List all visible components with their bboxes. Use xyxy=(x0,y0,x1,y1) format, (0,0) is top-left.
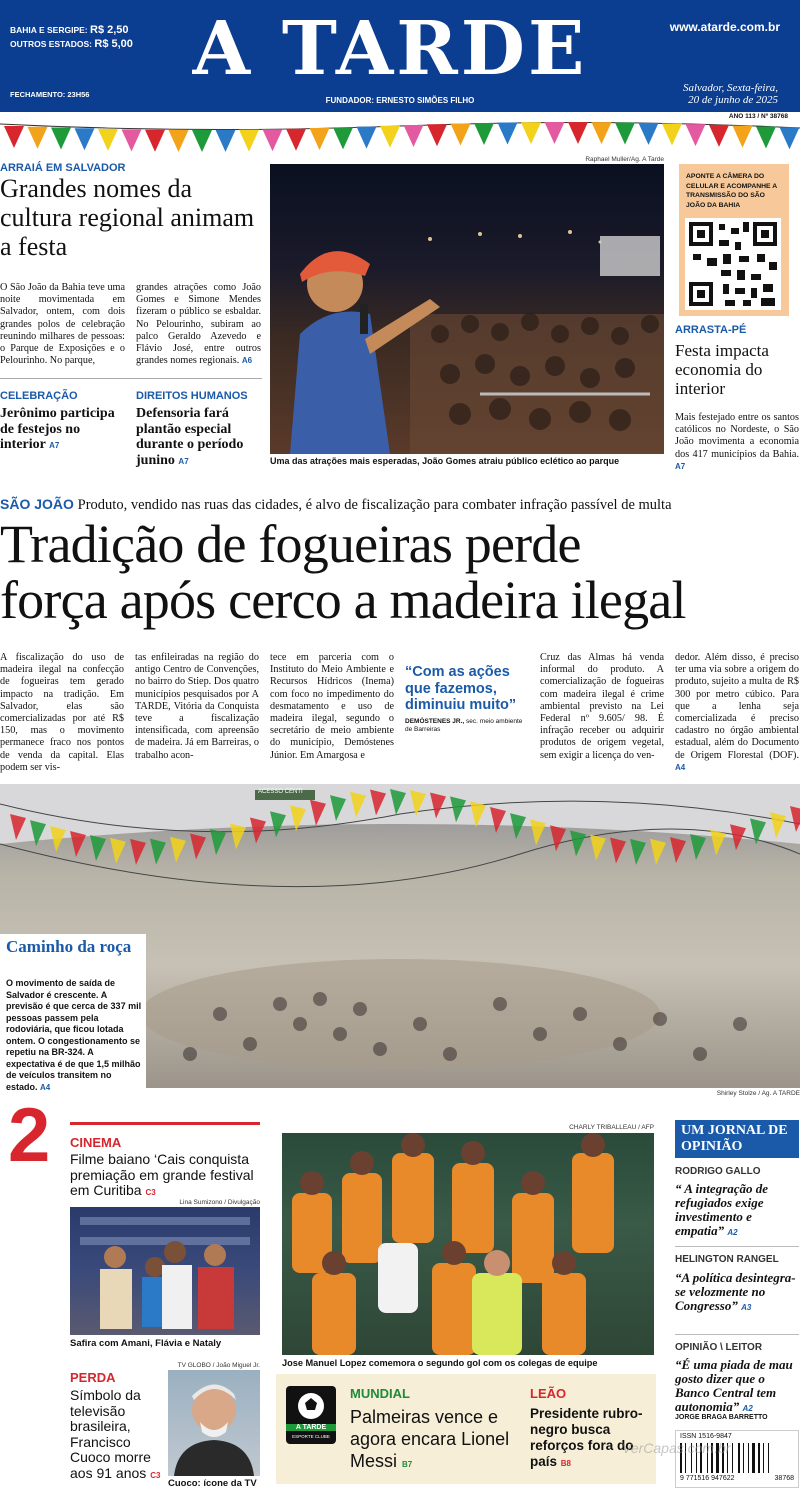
roca-body: O movimento de saída de Salvador é crescente. A previsão é que cerca de 337 mil pessoas passem pela rodoviária, que ficou lotada ontem. O congestionamento se repetiu na BR-324. A expectativa é de que 1,5 milhão de veículos transitem no estado. A4 xyxy=(6,978,142,1092)
bunting-flag xyxy=(286,129,306,151)
photo-bunting-flag xyxy=(610,837,626,863)
masthead xyxy=(0,0,800,112)
bunting-flag xyxy=(780,127,800,149)
closing-time: FECHAMENTO: 23H56 xyxy=(10,90,90,99)
photo-bunting-flag xyxy=(550,825,566,851)
portrait-icon xyxy=(168,1370,260,1476)
bunting-flag xyxy=(239,130,259,152)
bunting-flag xyxy=(51,128,71,150)
sports-badge-label: A TARDE xyxy=(286,1424,336,1431)
barcode-bar xyxy=(732,1443,733,1473)
barcode-bar xyxy=(752,1443,755,1473)
concert-photo-credit: Raphael Muller/Ag. A Tarde xyxy=(585,156,664,163)
photo-bunting-flag xyxy=(650,839,666,865)
mundial-kicker: MUNDIAL xyxy=(350,1386,410,1401)
opinion-author-1: RODRIGO GALLO xyxy=(675,1166,761,1177)
main-story-deck: Produto, vendido nas ruas das cidades, é alvo de fiscalização para combater infração passível de multa xyxy=(77,497,672,513)
concert-photo-caption: Uma das atrações mais esperadas, João Gomes atraiu público eclético ao parque xyxy=(270,456,620,466)
bunting-flag xyxy=(216,130,236,152)
main-story-headline[interactable]: Tradição de fogueiras perde força após cerco a madeira ilegal xyxy=(0,514,686,630)
divider xyxy=(0,378,262,379)
main-story-kicker: SÃO JOÃO xyxy=(0,496,74,512)
newspaper-logo: A TARDE xyxy=(192,6,588,92)
palmeiras-photo xyxy=(282,1133,654,1355)
barcode-bar xyxy=(743,1443,744,1473)
bunting-icon xyxy=(0,120,800,152)
roca-title[interactable]: Caminho da roça xyxy=(6,937,132,956)
players-celebrating-icon xyxy=(282,1133,654,1355)
bunting-flag xyxy=(474,123,494,145)
bunting-flag xyxy=(639,123,659,145)
bunting-flag xyxy=(427,124,447,146)
top-story-kicker: ARRAIÁ EM SALVADOR xyxy=(0,162,126,174)
arrasta-kicker: ARRASTA-PÉ xyxy=(675,324,747,336)
opinion-author-2: HELINGTON RANGEL xyxy=(675,1254,779,1265)
bunting-flag xyxy=(686,124,706,146)
bunting-flag xyxy=(169,130,189,152)
cinema-headline[interactable]: Filme baiano ‘Cais conquista premiação em grande festival em Curitiba C3 xyxy=(70,1151,254,1198)
bunting-flag xyxy=(568,122,588,144)
qr-instructions: APONTE A CÂMERA DO CELULAR E ACOMPANHE A TRANSMISSÃO DO SÃO JOÃO DA BAHIA xyxy=(686,173,777,209)
bunting-flag xyxy=(75,128,95,150)
photo-bunting-flag xyxy=(130,839,146,865)
sports-badge xyxy=(286,1386,336,1444)
barcode-suffix: 38768 xyxy=(774,1475,794,1482)
arrasta-headline[interactable]: Festa impacta economia do interior xyxy=(675,341,769,398)
mundial-headline[interactable]: Palmeiras vence e agora encara Lionel Messi B7 xyxy=(350,1407,510,1471)
opinion-quote-3[interactable]: “É uma piada de mau gosto dizer que o Banco Central tem autonomia” A2 xyxy=(675,1357,793,1414)
photo-bunting-flag xyxy=(670,837,686,863)
leao-kicker: LEÃO xyxy=(530,1386,567,1401)
opinion-quote-2[interactable]: “A política desintegra-se velozmente no Congresso” A3 xyxy=(675,1270,796,1313)
barcode-bar xyxy=(758,1443,760,1473)
concert-scene-icon xyxy=(270,164,664,454)
arrasta-body: Mais festejado entre os santos católicos no Nordeste, o São João movimenta a economia dos 417 municípios da Bahia. A7 xyxy=(675,412,799,471)
sports-badge-sub: ESPORTE CLUBE xyxy=(292,1434,330,1439)
bunting-flag xyxy=(404,125,424,147)
cinema-photo-caption: Safira com Amani, Flávia e Nataly xyxy=(70,1338,222,1349)
bus-photo-credit: Shirley Stolze / Ag. A TARDE xyxy=(716,1090,800,1097)
qr-box[interactable] xyxy=(679,164,789,316)
barcode-bar xyxy=(738,1443,740,1473)
roca-box xyxy=(0,934,146,1090)
perda-photo-credit: TV GLOBO / João Miguel Jr. xyxy=(177,1362,260,1369)
bunting-flag xyxy=(615,122,635,144)
bunting-flag xyxy=(545,122,565,144)
barcode-box xyxy=(675,1430,799,1488)
top-story-col1: O São João da Bahia teve uma noite movimentada em Salvador, ontem, com dois grandes polos de celebração reunindo milhares de pessoas: o Parque de Exposições e o Pelourinho. No parque, xyxy=(0,282,125,367)
bunting-flag xyxy=(357,127,377,149)
divider xyxy=(675,1246,799,1247)
photo-bunting-flag xyxy=(90,835,106,861)
direitos-kicker: DIREITOS HUMANOS xyxy=(136,390,248,402)
soccer-ball-icon xyxy=(286,1386,336,1426)
photo-bunting-flag xyxy=(590,835,606,861)
founder-line: FUNDADOR: ERNESTO SIMÕES FILHO xyxy=(325,96,475,105)
top-story-headline[interactable]: Grandes nomes da cultura regional animam a festa xyxy=(0,174,255,261)
cuoco-caption: Cuoco: ícone da TV xyxy=(168,1478,257,1489)
main-story-col5: Cruz das Almas há venda informal do produto. A comercialização de fogueiras com madeira ilegal é crime ambiental previsto na Lei Federal nº 9.605/ 98. É infração receber ou adquirir produtos de origem vegetal, sem exigir a licença do ven- xyxy=(540,652,664,761)
caderno2-rule xyxy=(70,1122,260,1125)
photo-bunting-flag xyxy=(70,831,86,857)
cinema-people-icon xyxy=(70,1207,260,1335)
price-bahia: BAHIA E SERGIPE: R$ 2,50 xyxy=(10,24,129,36)
main-story-col1: A fiscalização do uso de madeira ilegal na confecção de fogueiras tem gerado impacto na tradição. Em Salvador, elas são comercializadas por até R$ 150, mas o movimento permanece fraco nos pontos de venda da capital. Elas podem ser vis- xyxy=(0,652,124,773)
issn: ISSN 1516-9847 xyxy=(680,1433,732,1440)
celebracao-headline[interactable]: Jerônimo participa de festejos no interior A7 xyxy=(0,406,115,452)
photo-bunting-flag xyxy=(690,834,706,860)
pull-quote-text: “Com as ações que fazemos, diminuiu muito” xyxy=(405,664,517,713)
photo-bunting-flag xyxy=(570,830,586,856)
bunting-flag xyxy=(521,122,541,144)
edition-number: ANO 113 / Nº 38768 xyxy=(728,113,788,120)
photo-bunting-flag xyxy=(110,838,126,864)
photo-bunting-flag xyxy=(150,839,166,865)
bunting-flag xyxy=(592,122,612,144)
perda-headline[interactable]: Símbolo da televisão brasileira, Francisco Cuoco morre aos 91 anos C3 xyxy=(70,1387,161,1481)
station-sign: ACESSO CENTI xyxy=(258,789,303,795)
qr-code-icon[interactable] xyxy=(685,218,781,310)
photo-bunting-flag xyxy=(630,839,646,865)
bunting-flag xyxy=(4,126,24,148)
pull-quote xyxy=(405,664,529,734)
edition-date: Salvador, Sexta-feira, 20 de junho de 2025 xyxy=(682,82,778,106)
bunting-flag xyxy=(662,123,682,145)
photo-bunting-flag xyxy=(190,833,206,859)
main-story-col3: tece em parceria com o Instituto do Meio Ambiente e Recursos Hídricos (Inema) com foco no impedimento do desmatamento e uso de madeira ilegal, segundo o secretário de meio ambiente do município, Demóstenes Júnior. Em Amargosa e xyxy=(270,652,394,761)
bunting-flag xyxy=(709,125,729,147)
pull-quote-author: DEMÓSTENES JR., sec. meio ambiente de Barreiras xyxy=(405,717,523,733)
bunting-flag xyxy=(263,129,283,151)
divider xyxy=(675,1334,799,1335)
bunting-flag xyxy=(380,126,400,148)
caderno2-number: 2 xyxy=(8,1093,51,1178)
photo-bunting-flag xyxy=(510,813,526,839)
main-story-col2: tas enfileiradas na região do antigo Centro de Convenções, no bairro do Stiep. Dos quatro municípios pesquisados por A TARDE, Vitória da Conquista teve a fiscalização intensificada, com apreensão de madeira. Já em Barreiras, o trabalho acon- xyxy=(135,652,259,761)
bunting-flag xyxy=(333,127,353,149)
top-story-col2: grandes atrações como João Gomes e Simone Mendes fizeram o público se esbaldar. No Pelourinho, subiram ao palco Geraldo Azevedo e Flávio José, entre outros grandes nomes regionais. A6 xyxy=(136,282,261,367)
bunting-flag xyxy=(122,129,142,151)
bunting-flag xyxy=(98,129,118,151)
cuoco-photo xyxy=(168,1370,260,1476)
main-story-col6: dedor. Além disso, é preciso ter uma via sobre a origem do produto, sujeito a multa de R$ 300 por metro cúbico. Para que a lenha seja comercializada é preciso cadastro no órgão ambiental estadual, além do Documento de Origem Florestal (DOF). A4 xyxy=(675,652,799,772)
palmeiras-caption: Jose Manuel Lopez comemora o segundo gol com os colegas de equipe xyxy=(282,1358,598,1368)
opinion-reader: JORGE BRAGA BARRETTO xyxy=(675,1414,768,1421)
bunting-flag xyxy=(756,126,776,148)
bunting-flag xyxy=(498,123,518,145)
cinema-photo xyxy=(70,1207,260,1335)
bunting-flag xyxy=(28,127,48,149)
cinema-photo-credit: Lina Sumizono / Divulgação xyxy=(179,1199,260,1206)
bunting-flag xyxy=(145,130,165,152)
barcode-bar xyxy=(748,1443,749,1473)
photo-bunting-flag xyxy=(210,829,226,855)
festa-bunting xyxy=(0,120,800,152)
cinema-kicker: CINEMA xyxy=(70,1135,122,1150)
barcode-number: 9 771516 947622 xyxy=(680,1475,735,1482)
watermark: VerCapas.com.br xyxy=(622,1440,731,1456)
direitos-headline[interactable]: Defensoria fará plantão especial durante o período junino A7 xyxy=(136,406,244,468)
opinion-header: UM JORNAL DE OPINIÃO xyxy=(675,1120,799,1158)
photo-bunting-flag xyxy=(170,837,186,863)
price-other: OUTROS ESTADOS: R$ 5,00 xyxy=(10,38,133,50)
photo-bunting-flag xyxy=(230,824,246,850)
photo-bunting-flag xyxy=(530,819,546,845)
perda-kicker: PERDA xyxy=(70,1370,116,1385)
website-link[interactable]: www.atarde.com.br xyxy=(669,20,780,34)
barcode-bar xyxy=(768,1443,769,1473)
concert-photo xyxy=(270,164,664,454)
opinion-quote-1[interactable]: “ A integração de refugiados exige investimento e empatia” A2 xyxy=(675,1181,769,1238)
bunting-flag xyxy=(451,124,471,146)
photo-bunting-flag xyxy=(710,830,726,856)
celebracao-kicker: CELEBRAÇÃO xyxy=(0,390,78,402)
main-story-deck-line xyxy=(0,496,800,514)
bunting-flag xyxy=(733,126,753,148)
bunting-flag xyxy=(192,130,212,152)
leao-headline[interactable]: Presidente rubro-negro busca reforços fora do país B8 xyxy=(530,1406,643,1469)
opinion-author-3: OPINIÃO \ LEITOR xyxy=(675,1342,763,1353)
caderno2-logo xyxy=(8,1093,62,1178)
bunting-flag xyxy=(310,128,330,150)
sports-photo-credit: CHARLY TRIBALLEAU / AFP xyxy=(569,1124,654,1131)
barcode-bar xyxy=(763,1443,764,1473)
